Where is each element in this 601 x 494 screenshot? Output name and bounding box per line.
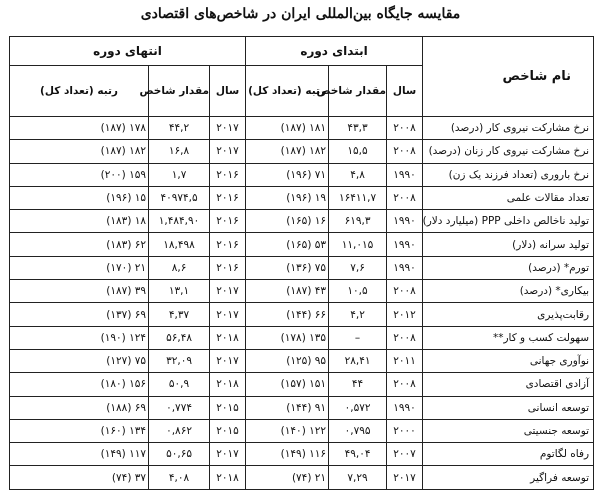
end-year-cell: ۲۰۱۸	[210, 326, 246, 349]
end-year-cell: ۲۰۱۷	[210, 117, 246, 140]
end-value-cell: ۵۰,۶۵	[149, 443, 210, 466]
start-rank-cell: ۷۱ (۱۹۶)	[246, 163, 329, 186]
end-year-cell: ۲۰۱۷	[210, 280, 246, 303]
start-year-cell: ۲۰۰۸	[387, 373, 423, 396]
start-value-cell: ۷,۶	[329, 256, 387, 279]
indicator-name-cell: رقابت‌پذیری	[423, 303, 594, 326]
end-rank-cell: ۱۲۴ (۱۹۰)	[10, 326, 149, 349]
start-year-cell: ۲۰۰۸	[387, 326, 423, 349]
end-value-cell: ۴۴,۲	[149, 117, 210, 140]
end-value-cell: ۰,۸۶۲	[149, 419, 210, 442]
end-year-cell: ۲۰۱۶	[210, 256, 246, 279]
table-row	[10, 349, 594, 372]
end-rank-cell: ۳۷ (۷۴)	[10, 466, 149, 489]
end-year-cell: ۲۰۱۵	[210, 419, 246, 442]
end-year-header: سال	[210, 66, 246, 117]
start-rank-cell: ۴۳ (۱۸۷)	[246, 280, 329, 303]
indicator-name-cell: آزادی اقتصادی	[423, 373, 594, 396]
indicators-table	[9, 36, 594, 490]
end-rank-cell: ۱۷۸ (۱۸۷)	[10, 117, 149, 140]
table-row	[10, 233, 594, 256]
table-row	[10, 396, 594, 419]
start-value-cell: ۰,۷۹۵	[329, 419, 387, 442]
start-rank-cell: ۱۹ (۱۹۶)	[246, 186, 329, 209]
indicator-name-cell: نوآوری جهانی	[423, 349, 594, 372]
start-value-cell: ۰,۵۷۲	[329, 396, 387, 419]
start-period-header: ابتدای دوره	[246, 37, 423, 66]
end-rank-cell: ۱۱۷ (۱۴۹)	[10, 443, 149, 466]
start-year-cell: ۲۰۰۸	[387, 186, 423, 209]
end-rank-header: رتبه (تعداد کل)	[10, 66, 149, 117]
end-year-cell: ۲۰۱۶	[210, 233, 246, 256]
end-rank-cell: ۱۸ (۱۸۳)	[10, 210, 149, 233]
end-rank-cell: ۲۱ (۱۷۰)	[10, 256, 149, 279]
start-value-cell: ۶۱۹,۳	[329, 210, 387, 233]
start-year-cell: ۲۰۰۸	[387, 140, 423, 163]
indicator-name-cell: سهولت کسب و کار**	[423, 326, 594, 349]
start-rank-cell: ۱۵۱ (۱۵۷)	[246, 373, 329, 396]
end-value-cell: ۱۳,۱	[149, 280, 210, 303]
start-rank-cell: ۲۱ (۷۴)	[246, 466, 329, 489]
indicator-name-cell: تولید سرانه (دلار)	[423, 233, 594, 256]
end-year-cell: ۲۰۱۶	[210, 186, 246, 209]
end-year-cell: ۲۰۱۷	[210, 303, 246, 326]
end-rank-cell: ۶۲ (۱۸۳)	[10, 233, 149, 256]
table-row	[10, 326, 594, 349]
start-year-cell: ۱۹۹۰	[387, 233, 423, 256]
start-value-header: مقدار شاخص	[329, 66, 387, 117]
start-rank-cell: ۵۳ (۱۶۵)	[246, 233, 329, 256]
indicator-name-cell: توسعه فراگیر	[423, 466, 594, 489]
indicator-name-cell: توسعه انسانی	[423, 396, 594, 419]
end-value-cell: ۰,۷۷۴	[149, 396, 210, 419]
end-year-cell: ۲۰۱۸	[210, 373, 246, 396]
end-period-header: انتهای دوره	[10, 37, 246, 66]
indicator-name-cell: بیکاری* (درصد)	[423, 280, 594, 303]
end-value-cell: ۸,۶	[149, 256, 210, 279]
start-rank-cell: ۱۸۱ (۱۸۷)	[246, 117, 329, 140]
indicator-name-cell: تورم* (درصد)	[423, 256, 594, 279]
end-year-cell: ۲۰۱۵	[210, 396, 246, 419]
table-row	[10, 419, 594, 442]
indicator-name-cell: توسعه جنسیتی	[423, 419, 594, 442]
start-value-cell: ۷,۲۹	[329, 466, 387, 489]
start-rank-header: رتبه (تعداد کل)	[246, 66, 329, 117]
end-rank-cell: ۱۳۴ (۱۶۰)	[10, 419, 149, 442]
start-year-cell: ۲۰۱۱	[387, 349, 423, 372]
start-year-cell: ۲۰۰۸	[387, 280, 423, 303]
start-rank-cell: ۶۶ (۱۴۴)	[246, 303, 329, 326]
end-value-cell: ۵۶,۴۸	[149, 326, 210, 349]
table-row	[10, 140, 594, 163]
start-year-cell: ۱۹۹۰	[387, 210, 423, 233]
start-value-cell: ۱۵,۵	[329, 140, 387, 163]
start-year-cell: ۱۹۹۰	[387, 163, 423, 186]
end-rank-cell: ۱۸۲ (۱۸۷)	[10, 140, 149, 163]
table-row	[10, 210, 594, 233]
start-value-cell: ۴۹,۰۴	[329, 443, 387, 466]
table-row	[10, 186, 594, 209]
start-value-cell: ۱۱,۰۱۵	[329, 233, 387, 256]
start-year-cell: ۲۰۰۰	[387, 419, 423, 442]
start-rank-cell: ۱۱۶ (۱۴۹)	[246, 443, 329, 466]
start-value-cell: ۴,۲	[329, 303, 387, 326]
start-value-cell: ۱۰,۵	[329, 280, 387, 303]
end-value-cell: ۴,۰۸	[149, 466, 210, 489]
end-value-cell: ۱۶,۸	[149, 140, 210, 163]
indicator-name-cell: نرخ مشارکت نیروی کار (درصد)	[423, 117, 594, 140]
start-value-cell: ۴,۸	[329, 163, 387, 186]
indicator-name-cell: نرخ مشارکت نیروی کار زنان (درصد)	[423, 140, 594, 163]
end-rank-cell: ۳۹ (۱۸۷)	[10, 280, 149, 303]
end-year-cell: ۲۰۱۷	[210, 140, 246, 163]
end-year-cell: ۲۰۱۷	[210, 349, 246, 372]
start-rank-cell: ۱۲۲ (۱۴۰)	[246, 419, 329, 442]
start-rank-cell: ۱۶ (۱۶۵)	[246, 210, 329, 233]
start-year-cell: ۲۰۰۸	[387, 117, 423, 140]
table-row	[10, 256, 594, 279]
end-rank-cell: ۷۵ (۱۲۷)	[10, 349, 149, 372]
table-row	[10, 163, 594, 186]
table-row	[10, 280, 594, 303]
end-year-cell: ۲۰۱۸	[210, 466, 246, 489]
end-rank-cell: ۶۹ (۱۸۸)	[10, 396, 149, 419]
start-year-header: سال	[387, 66, 423, 117]
end-value-cell: ۵۰,۹	[149, 373, 210, 396]
end-year-cell: ۲۰۱۷	[210, 443, 246, 466]
start-rank-cell: ۷۵ (۱۳۶)	[246, 256, 329, 279]
end-value-cell: ۱۸,۴۹۸	[149, 233, 210, 256]
start-rank-cell: ۹۱ (۱۴۴)	[246, 396, 329, 419]
end-value-cell: ۱,۷	[149, 163, 210, 186]
start-value-cell: ۲۸,۴۱	[329, 349, 387, 372]
end-value-cell: ۴۰۹۷۴,۵	[149, 186, 210, 209]
end-year-cell: ۲۰۱۶	[210, 210, 246, 233]
start-year-cell: ۲۰۱۲	[387, 303, 423, 326]
start-year-cell: ۱۹۹۰	[387, 256, 423, 279]
end-year-cell: ۲۰۱۶	[210, 163, 246, 186]
end-rank-cell: ۱۵ (۱۹۶)	[10, 186, 149, 209]
table-row	[10, 117, 594, 140]
end-value-header: مقدار شاخص	[149, 66, 210, 117]
start-value-cell: ۱۶۴۱۱,۷	[329, 186, 387, 209]
start-value-cell: ۴۴	[329, 373, 387, 396]
indicator-name-cell: نرخ باروری (تعداد فرزند یک زن)	[423, 163, 594, 186]
start-year-cell: ۲۰۰۷	[387, 443, 423, 466]
start-value-cell: –	[329, 326, 387, 349]
indicator-name-cell: تعداد مقالات علمی	[423, 186, 594, 209]
indicator-name-cell: تولید ناخالص داخلی PPP (میلیارد دلار)	[423, 210, 594, 233]
end-rank-cell: ۶۹ (۱۳۷)	[10, 303, 149, 326]
end-value-cell: ۱,۴۸۴,۹۰	[149, 210, 210, 233]
start-rank-cell: ۱۳۵ (۱۷۸)	[246, 326, 329, 349]
end-rank-cell: ۱۵۹ (۲۰۰)	[10, 163, 149, 186]
table-row	[10, 443, 594, 466]
end-value-cell: ۴,۳۷	[149, 303, 210, 326]
table-row	[10, 373, 594, 396]
table-row	[10, 466, 594, 489]
start-rank-cell: ۱۸۲ (۱۸۷)	[246, 140, 329, 163]
indicator-header: نام شاخص	[423, 37, 594, 117]
indicator-name-cell: رفاه لگاتوم	[423, 443, 594, 466]
start-year-cell: ۲۰۱۷	[387, 466, 423, 489]
end-value-cell: ۳۲,۰۹	[149, 349, 210, 372]
table-body	[10, 117, 594, 490]
start-rank-cell: ۹۵ (۱۲۵)	[246, 349, 329, 372]
start-value-cell: ۴۳,۳	[329, 117, 387, 140]
end-rank-cell: ۱۵۶ (۱۸۰)	[10, 373, 149, 396]
start-year-cell: ۱۹۹۰	[387, 396, 423, 419]
table-title: مقایسه جایگاه بین‌المللی ایران در شاخص‌های اقتصادی	[140, 6, 461, 22]
table-row	[10, 303, 594, 326]
